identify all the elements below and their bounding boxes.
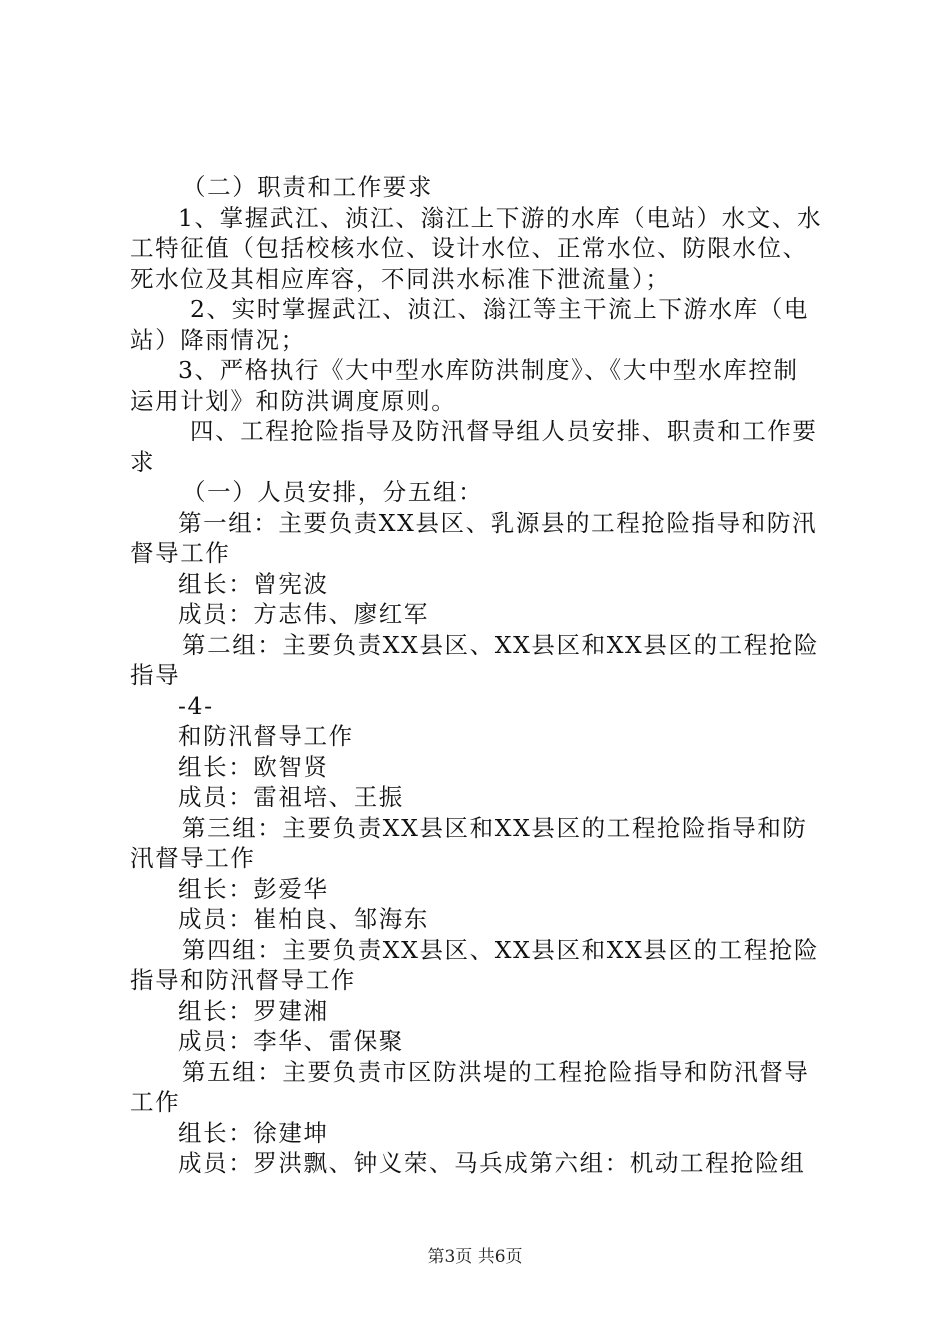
paragraph-line: 第三组：主要负责XX县区和XX县区的工程抢险指导和防 [182,813,808,842]
paragraph-line: 2、实时掌握武江、浈江、滃江等主干流上下游水库（电 [190,295,809,323]
paragraph-line: 工特征值（包括校核水位、设计水位、正常水位、防限水位、 [130,234,808,262]
paragraph-line: 指导 [130,661,181,689]
paragraph-line: 死水位及其相应库容，不同洪水标准下泄流量）； [130,264,671,293]
section-heading: （二）职责和工作要求 [182,173,433,201]
page-footer: 第3页 共6页 [427,1247,523,1267]
paragraph-line: 第四组：主要负责XX县区、XX县区和XX县区的工程抢险 [182,935,820,964]
paragraph-line: 和防汛督导工作 [178,722,354,750]
inline-page-number: -4- [178,691,214,720]
paragraph-line: 运用计划》和防洪调度原则。 [130,386,457,415]
paragraph-line: 成员：李华、雷保聚 [178,1027,404,1055]
paragraph-line: 组长：罗建湘 [178,996,329,1025]
paragraph-line: 成员：雷祖培、王振 [178,783,404,811]
paragraph-line: 组长：徐建坤 [178,1118,329,1147]
paragraph-line: 汛督导工作 [130,844,256,872]
paragraph-line: 成员：罗洪飘、钟义荣、马兵成第六组：机动工程抢险组 [178,1149,806,1177]
paragraph-line: 工作 [130,1088,181,1116]
section-heading: （一）人员安排，分五组： [182,478,484,506]
paragraph-line: 组长：欧智贤 [178,752,329,781]
paragraph-line: 第五组：主要负责市区防洪堤的工程抢险指导和防汛督导 [182,1057,810,1086]
paragraph-line: 指导和防汛督导工作 [130,966,356,994]
paragraph-line: 3、严格执行《大中型水库防洪制度》、《大中型水库控制 [178,356,799,384]
document-body [130,172,832,1179]
paragraph-line: 组长：曾宪波 [178,569,329,598]
paragraph-line: 求 [130,447,156,476]
paragraph-line: 第一组：主要负责XX县区、乳源县的工程抢险指导和防汛 [178,508,818,537]
paragraph-line: 成员：崔柏良、邹海东 [178,905,429,933]
section-heading: 四、工程抢险指导及防汛督导组人员安排、职责和工作要 [190,417,818,445]
paragraph-line: 站）降雨情况； [130,325,306,354]
paragraph-line: 第二组：主要负责XX县区、XX县区和XX县区的工程抢险 [182,630,820,659]
paragraph-line: 1、掌握武江、浈江、滃江上下游的水库（电站）水文、水 [178,203,823,232]
paragraph-line: 组长：彭爱华 [178,874,329,903]
paragraph-line: 督导工作 [130,539,231,567]
paragraph-line: 成员：方志伟、廖红军 [178,600,429,628]
